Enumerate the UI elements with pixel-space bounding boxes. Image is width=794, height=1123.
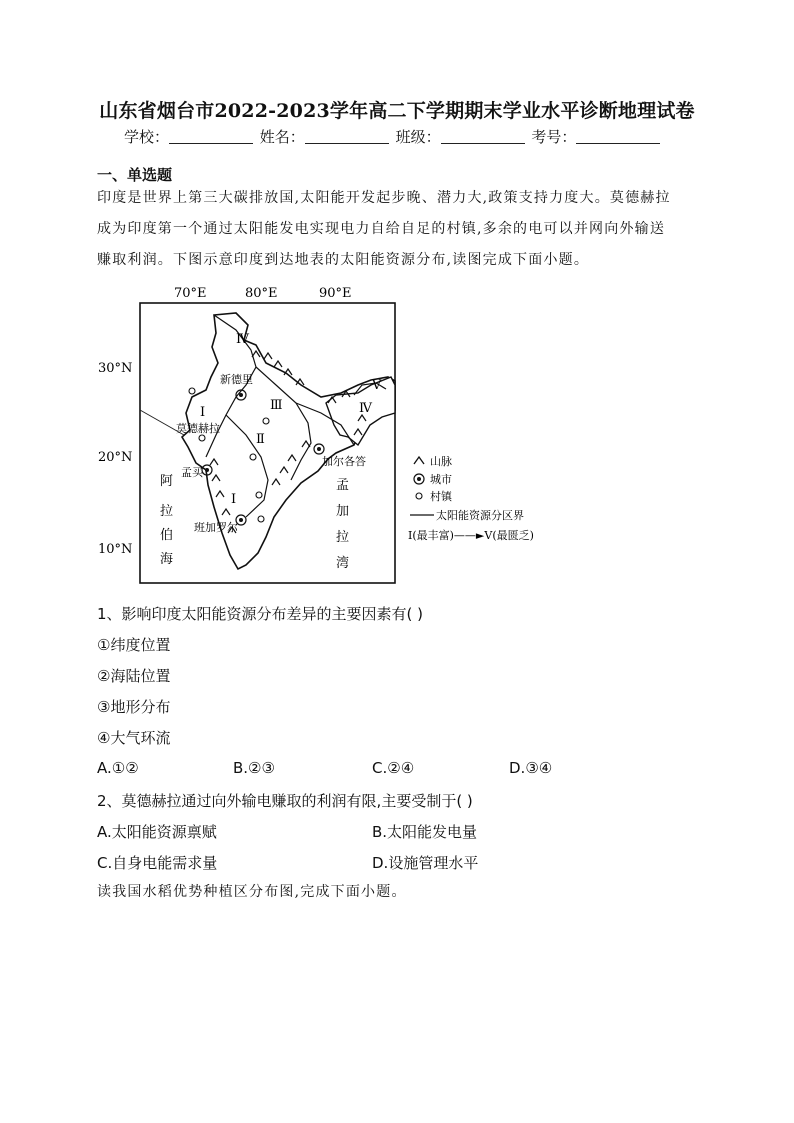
city-label: 孟买 — [181, 466, 203, 479]
question-2-stem: 2、莫德赫拉通过向外输电赚取的利润有限,主要受制于( ) — [97, 792, 473, 810]
legend-scale: Ⅰ(最丰富)——►Ⅴ(最匮乏) — [408, 529, 534, 542]
question-2-option-a[interactable]: A.太阳能资源禀赋 — [97, 823, 217, 841]
section-heading: 一、单选题 — [97, 166, 173, 184]
question-2-option-b[interactable]: B.太阳能发电量 — [372, 823, 478, 841]
question-1-statement: ②海陆位置 — [97, 667, 171, 685]
exam-number-blank — [576, 129, 660, 144]
legend-city: 城市 — [430, 473, 452, 486]
intro-line: 印度是世界上第三大碳排放国,太阳能开发起步晚、潜力大,政策支持力度大。莫德赫拉 — [97, 190, 671, 206]
legend-mountain: 山脉 — [430, 455, 452, 468]
intro-paragraph — [97, 183, 707, 276]
lon-label: 90°E — [319, 286, 352, 301]
sea-char: 海 — [160, 552, 174, 567]
student-info-row — [124, 126, 662, 147]
legend-village: 村镇 — [430, 490, 452, 503]
village-label: 莫德赫拉 — [176, 422, 220, 435]
sea-char: 伯 — [160, 528, 174, 543]
city-label: 班加罗尔 — [194, 521, 238, 534]
intro-line: 成为印度第一个通过太阳能发电实现电力自给自足的村镇,多余的电可以并网向外输送 — [97, 221, 666, 237]
question-1-statement: ①纬度位置 — [97, 636, 171, 654]
city-label: 新德里 — [220, 373, 253, 386]
question-2-option-c[interactable]: C.自身电能需求量 — [97, 854, 218, 872]
question-1-statement: ③地形分布 — [97, 698, 171, 716]
question-1-option-b[interactable]: B.②③ — [233, 759, 275, 777]
school-blank — [169, 129, 253, 144]
question-1-statement: ④大气环流 — [97, 729, 171, 747]
india-solar-map — [96, 285, 546, 590]
intro-line: 赚取利润。下图示意印度到达地表的太阳能资源分布,读图完成下面小题。 — [97, 252, 590, 268]
sea-char: 孟 — [336, 478, 350, 493]
region-label: Ⅴ — [372, 378, 382, 393]
map-legend — [408, 455, 534, 542]
region-label: Ⅳ — [236, 332, 249, 347]
question-1-option-c[interactable]: C.②④ — [372, 759, 415, 777]
lon-label: 80°E — [245, 286, 278, 301]
legend-boundary: 太阳能资源分区界 — [436, 509, 524, 522]
region-label: Ⅰ — [200, 405, 206, 420]
school-label: 学校： — [124, 128, 170, 146]
question-1-option-d[interactable]: D.③④ — [509, 759, 553, 777]
region-label: Ⅱ — [256, 432, 265, 447]
exam-title: 山东省烟台市2022-2023学年高二下学期期末学业水平诊断地理试卷 — [99, 100, 695, 122]
region-label: Ⅳ — [359, 401, 372, 416]
question-1-stem: 1、影响印度太阳能资源分布差异的主要因素有( ) — [97, 605, 424, 623]
sea-char: 湾 — [336, 556, 350, 571]
lat-label: 30°N — [98, 361, 133, 376]
village-legend-icon — [416, 493, 422, 499]
question-2-option-d[interactable]: D.设施管理水平 — [372, 854, 479, 872]
lat-label: 10°N — [98, 542, 133, 557]
map-figure — [96, 285, 546, 590]
name-label: 姓名： — [259, 128, 305, 146]
question-1-option-a[interactable]: A.①② — [97, 759, 139, 777]
sea-char: 拉 — [160, 504, 174, 519]
lon-label: 70°E — [174, 286, 207, 301]
class-label: 班级： — [395, 128, 441, 146]
outro-text: 读我国水稻优势种植区分布图,完成下面小题。 — [97, 884, 407, 900]
sea-char: 加 — [336, 504, 350, 519]
sea-char: 拉 — [336, 530, 350, 545]
class-blank — [441, 129, 525, 144]
sea-char: 阿 — [160, 474, 174, 489]
exam-number-label: 考号： — [531, 128, 577, 146]
city-label: 加尔各答 — [322, 455, 366, 468]
mountain-legend-icon — [414, 457, 424, 464]
region-label: Ⅲ — [270, 398, 283, 413]
name-blank — [305, 129, 389, 144]
lat-label: 20°N — [98, 450, 133, 465]
region-label: Ⅰ — [231, 492, 237, 507]
